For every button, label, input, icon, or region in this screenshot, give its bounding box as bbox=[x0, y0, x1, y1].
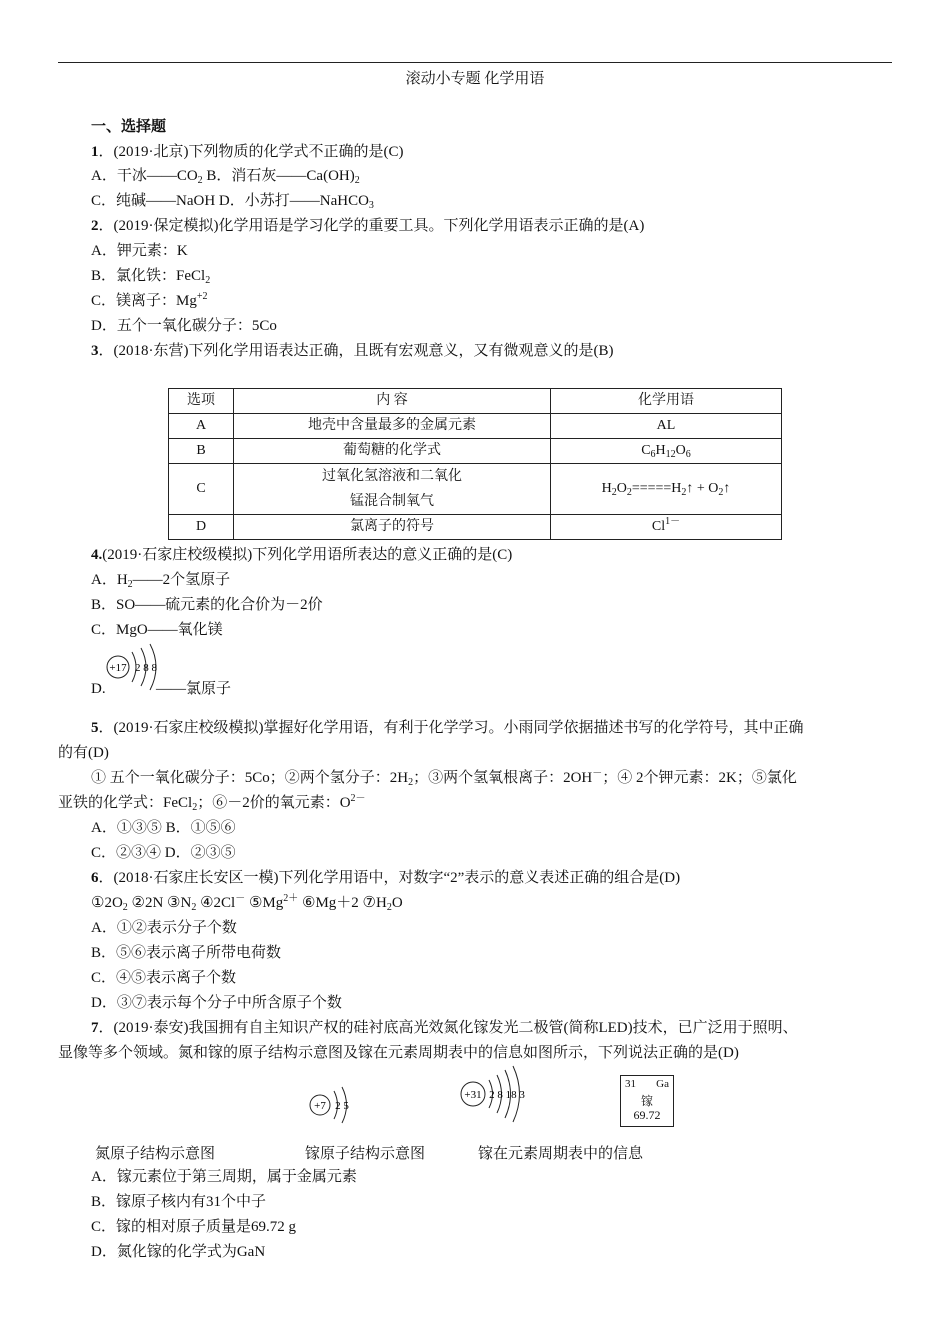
caption-nitrogen: 氮原子结构示意图 bbox=[95, 1146, 216, 1162]
q6-stem-text: ．(2018·石家庄长安区一模)下列化学用语中，对数字“2”表示的意义表述正确的组合是(D) bbox=[98, 870, 681, 886]
expr-sub: 12 bbox=[665, 449, 676, 460]
caption-periodic: 镓在元素周期表中的信息 bbox=[478, 1146, 644, 1162]
q5-item-text: ① 五个一氧化碳分子：5Co；②两个氢分子：2H bbox=[91, 770, 409, 786]
expr-sub: 6 bbox=[685, 449, 691, 460]
shell-electrons: 2 8 8 bbox=[135, 662, 157, 674]
q7-stem-line1 bbox=[91, 1018, 798, 1038]
q6-item: ②2N ③N bbox=[127, 895, 192, 911]
q7-option-a: A．镓元素位于第三周期，属于金属元素 bbox=[91, 1169, 357, 1185]
q6-items bbox=[91, 893, 403, 913]
q3-table bbox=[168, 388, 782, 540]
q5-stem-line2: 的有(D) bbox=[58, 745, 109, 761]
expr-sub: 2 bbox=[626, 487, 632, 498]
q3-stem-text: ．(2018·东营)下列化学用语表达正确，且既有宏观意义，又有微观意义的是(B) bbox=[98, 343, 614, 359]
q1-stem bbox=[91, 142, 403, 162]
expr-part: H bbox=[601, 481, 612, 496]
expr-sup: 1－ bbox=[665, 516, 681, 527]
q5-item-text: ；④ 2个钾元素：2K；⑤氯化 bbox=[602, 770, 797, 786]
q4-stem bbox=[91, 545, 512, 565]
expr-part: C bbox=[641, 443, 651, 458]
periodic-table-cell bbox=[620, 1075, 674, 1127]
expr-part: ↑ bbox=[723, 481, 731, 496]
q5-stem-line1 bbox=[91, 718, 804, 738]
q4-a-sub: 2 bbox=[127, 579, 133, 590]
q3-number: 3 bbox=[91, 343, 99, 359]
q6-item: ①2O bbox=[91, 895, 123, 911]
section-heading: 一、选择题 bbox=[91, 119, 167, 135]
q5-item-sub: 2 bbox=[192, 802, 198, 813]
content-line: 锰混合制氧气 bbox=[350, 494, 434, 509]
table-header-row bbox=[169, 389, 782, 414]
q2-number: 2 bbox=[91, 218, 99, 234]
table-row bbox=[169, 439, 782, 464]
q1-d-sub: 3 bbox=[368, 200, 374, 211]
table-cell-option: B bbox=[169, 439, 234, 464]
expr-part: H bbox=[655, 443, 666, 458]
table-cell-option: D bbox=[169, 515, 234, 540]
q2-option-c bbox=[91, 291, 207, 311]
table-header-content: 内 容 bbox=[234, 389, 551, 414]
expr-part: ↑ + O bbox=[686, 481, 719, 496]
shell-electrons: 2 5 bbox=[335, 1100, 349, 1112]
q6-option-d: D．③⑦表示每个分子中所含原子个数 bbox=[91, 995, 342, 1011]
q5-items-line2 bbox=[58, 793, 366, 813]
table-cell-content: 氯离子的符号 bbox=[234, 515, 551, 540]
expr-part: O bbox=[675, 443, 686, 458]
q6-item-sup: 2＋ bbox=[283, 893, 299, 904]
q5-item-text: ；③两个氢氧根离子：2OH bbox=[413, 770, 593, 786]
q4-option-a bbox=[91, 570, 230, 590]
table-cell-content: 葡萄糖的化学式 bbox=[234, 439, 551, 464]
q2-option-a: A．钾元素：K bbox=[91, 243, 188, 259]
shell-electrons: 2 8 18 3 bbox=[489, 1089, 525, 1101]
expr-part: =====H bbox=[631, 481, 682, 496]
header-rule bbox=[58, 62, 892, 63]
nucleus-charge: +17 bbox=[109, 662, 127, 674]
q1-options-cd bbox=[91, 191, 374, 211]
q5-options-ab: A．①③⑤ B．①⑤⑥ bbox=[91, 820, 236, 836]
q1-option-b: B．消石灰——Ca(OH) bbox=[202, 168, 355, 184]
q5-item-text: 亚铁的化学式：FeCl bbox=[58, 795, 193, 811]
q6-item-sub: 2 bbox=[191, 902, 197, 913]
q1-a-sub: 2 bbox=[197, 175, 203, 186]
q6-item: ⑥Mg＋2 ⑦H bbox=[298, 895, 387, 911]
q6-number: 6 bbox=[91, 870, 99, 886]
q6-item: ⑤Mg bbox=[245, 895, 284, 911]
q1-option-cd: C．纯碱——NaOH D．小苏打——NaHCO bbox=[91, 193, 369, 209]
q5-stem-text: ．(2019·石家庄校级模拟)掌握好化学用语，有利于化学学习。小雨同学依据描述书写的化学符号，其中正确 bbox=[98, 720, 804, 736]
table-row bbox=[169, 414, 782, 439]
q2-stem-text: ．(2019·保定模拟)化学用语是学习化学的重要工具。下列化学用语表示正确的是(A) bbox=[98, 218, 645, 234]
table-row bbox=[169, 515, 782, 540]
nucleus-charge: +7 bbox=[314, 1100, 326, 1112]
atomic-mass: 69.72 bbox=[633, 1108, 661, 1122]
q6-option-a: A．①②表示分子个数 bbox=[91, 920, 237, 936]
table-cell-content: 地壳中含量最多的金属元素 bbox=[234, 414, 551, 439]
q4-a-post: ——2个氢原子 bbox=[132, 572, 231, 588]
q5-item-sup: 2－ bbox=[350, 793, 366, 804]
nitrogen-atom-diagram bbox=[306, 1082, 358, 1126]
q7-stem-text: ．(2019·泰安)我国拥有自主知识产权的硅衬底高光效氮化镓发光二极管(简称LED)技术，已广泛用于照明、 bbox=[98, 1020, 798, 1036]
expr-part: Cl bbox=[651, 519, 666, 534]
q6-item-sub: 2 bbox=[122, 902, 128, 913]
atomic-number: 31 bbox=[625, 1078, 636, 1090]
q1-options-ab bbox=[91, 166, 360, 186]
q4-option-d-text: ——氯原子 bbox=[156, 681, 232, 697]
q7-option-b: B．镓原子核内有31个中子 bbox=[91, 1194, 267, 1210]
q2-c-sup: +2 bbox=[196, 291, 208, 302]
table-row bbox=[169, 464, 782, 515]
caption-gallium: 镓原子结构示意图 bbox=[305, 1146, 426, 1162]
q1-option-a: A．干冰——CO bbox=[91, 168, 198, 184]
q5-item-sup: － bbox=[592, 768, 603, 779]
q5-options-cd: C．②③④ D．②③⑤ bbox=[91, 845, 236, 861]
table-cell-expr bbox=[551, 515, 782, 540]
q7-option-c: C．镓的相对原子质量是69.72 g bbox=[91, 1219, 297, 1235]
q6-option-c: C．④⑤表示离子个数 bbox=[91, 970, 237, 986]
q6-item: O bbox=[391, 895, 403, 911]
nucleus-charge: +31 bbox=[464, 1089, 482, 1101]
q2-b-text: B．氯化铁：FeCl bbox=[91, 268, 206, 284]
q4-number: 4. bbox=[91, 547, 103, 563]
q6-stem bbox=[91, 868, 680, 888]
q5-item-sub: 2 bbox=[408, 777, 414, 788]
table-cell-option: A bbox=[169, 414, 234, 439]
table-header-option: 选项 bbox=[169, 389, 234, 414]
expr-sub: 2 bbox=[681, 487, 687, 498]
table-cell-content bbox=[234, 464, 551, 515]
table-header-expr: 化学用语 bbox=[551, 389, 782, 414]
q2-stem bbox=[91, 216, 644, 236]
expr-sub: 2 bbox=[718, 487, 724, 498]
q6-option-b: B．⑤⑥表示离子所带电荷数 bbox=[91, 945, 282, 961]
table-cell-option: C bbox=[169, 464, 234, 515]
page-title: 滚动小专题 化学用语 bbox=[405, 71, 545, 87]
table-cell-expr: AL bbox=[551, 414, 782, 439]
q4-stem-text: (2019·石家庄校级模拟)下列化学用语所表达的意义正确的是(C) bbox=[102, 547, 513, 563]
q7-number: 7 bbox=[91, 1020, 99, 1036]
table-cell-expr bbox=[551, 439, 782, 464]
table-cell-expr bbox=[551, 464, 782, 515]
q2-option-d: D．五个一氧化碳分子：5Co bbox=[91, 318, 277, 334]
expr-sub: 2 bbox=[611, 487, 617, 498]
q4-a-pre: A．H bbox=[91, 572, 128, 588]
q3-stem bbox=[91, 341, 613, 361]
q1-stem-text: ．(2019·北京)下列物质的化学式不正确的是(C) bbox=[98, 144, 404, 160]
q7-option-d: D．氮化镓的化学式为GaN bbox=[91, 1244, 266, 1260]
element-symbol: Ga bbox=[656, 1078, 669, 1090]
q1-number: 1 bbox=[91, 144, 99, 160]
q4-option-d-label: D. bbox=[91, 681, 106, 697]
q1-b-sub: 2 bbox=[354, 175, 360, 186]
element-name: 镓 bbox=[640, 1094, 653, 1108]
q4-option-b: B．SO——硫元素的化合价为－2价 bbox=[91, 597, 323, 613]
q5-number: 5 bbox=[91, 720, 99, 736]
q2-b-sub: 2 bbox=[205, 275, 211, 286]
expr-sub: 6 bbox=[650, 449, 656, 460]
q4-option-c: C．MgO——氧化镁 bbox=[91, 622, 223, 638]
q6-item-sup: － bbox=[235, 893, 246, 904]
q5-items-line1 bbox=[91, 768, 797, 788]
content-line: 过氧化氢溶液和二氧化 bbox=[322, 469, 462, 484]
q2-option-b bbox=[91, 266, 210, 286]
gallium-atom-diagram bbox=[458, 1064, 530, 1124]
q2-c-text: C．镁离子：Mg bbox=[91, 293, 197, 309]
q6-item: ④2Cl bbox=[196, 895, 236, 911]
q7-stem-line2: 显像等多个领域。氮和镓的原子结构示意图及镓在元素周期表中的信息如图所示，下列说法正确的是(D) bbox=[58, 1045, 739, 1061]
q6-item-sub: 2 bbox=[386, 902, 392, 913]
q5-item-text: ；⑥－2价的氧元素：O bbox=[197, 795, 351, 811]
chlorine-atom-diagram bbox=[104, 640, 164, 692]
expr-part: O bbox=[616, 481, 627, 496]
